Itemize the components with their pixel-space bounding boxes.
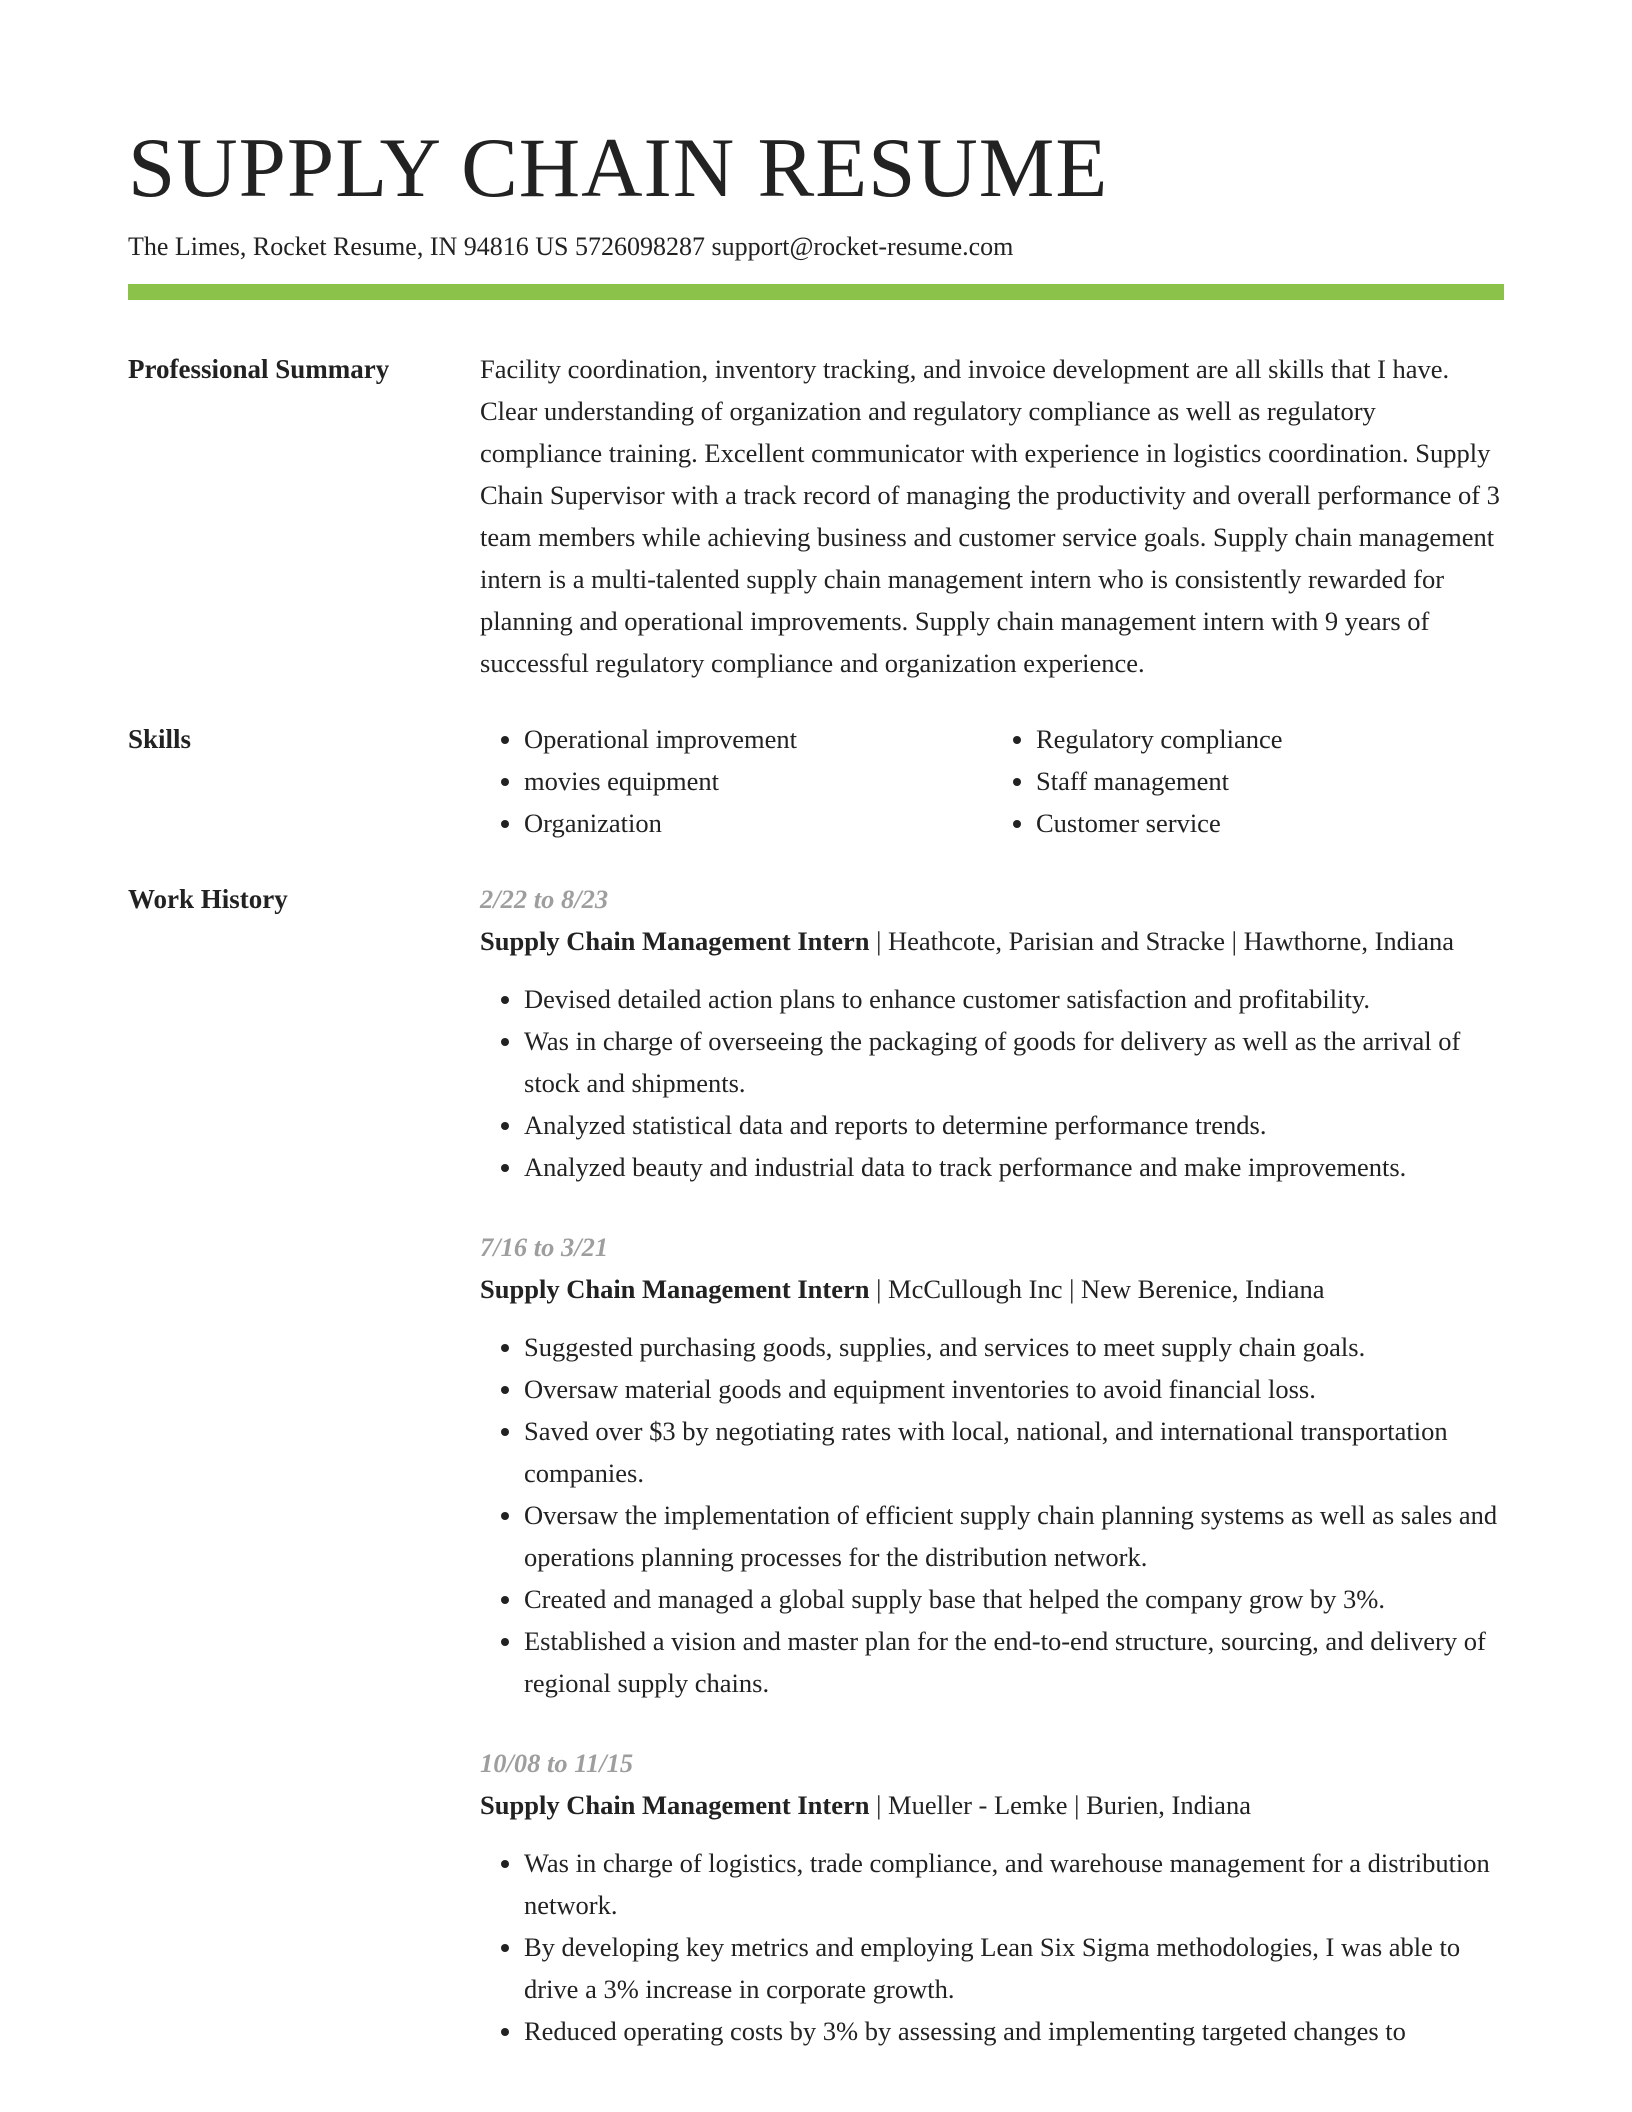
job-bullet: • Devised detailed action plans to enhance customer satisfaction and profitability.: [524, 978, 1504, 1020]
job-bullet: • Reduced operating costs by 3% by assessing and implementing targeted changes to: [524, 2010, 1504, 2052]
job-title: Supply Chain Management Intern: [480, 1790, 870, 1820]
job-details: | McCullough Inc | New Berenice, Indiana: [869, 1274, 1325, 1304]
job-entry: [480, 1742, 1504, 2052]
skill-item: • Operational improvement: [524, 718, 992, 760]
job-bullet: • Was in charge of logistics, trade compliance, and warehouse management for a distribution network.: [524, 1842, 1504, 1926]
job-bullet: • Saved over $3 by negotiating rates with local, national, and international transportation companies.: [524, 1410, 1504, 1494]
job-bullet: • Suggested purchasing goods, supplies, and services to meet supply chain goals.: [524, 1326, 1504, 1368]
header-divider: [128, 284, 1504, 300]
skill-item: • Regulatory compliance: [1036, 718, 1504, 760]
job-heading: [480, 1784, 1504, 1826]
skill-item: • Organization: [524, 802, 992, 844]
work-history-section: [128, 878, 1504, 2090]
summary-heading: Professional Summary: [128, 354, 390, 384]
job-bullet: • Analyzed statistical data and reports to determine performance trends.: [524, 1104, 1504, 1146]
summary-text: Facility coordination, inventory tracking, and invoice development are all skills that I have. Clear understanding of organization and regulatory compliance as well as regulatory compliance training. Excellent communicator with experience in logistics coordination. Supply Chain Supervisor with a track record of managing the productivity and overall performance of 3 team members while achieving business and customer service goals. Supply chain management intern is a multi-talented supply chain management intern who is consistently rewarded for planning and operational improvements. Supply chain management intern with 9 years of successful regulatory compliance and organization experience.: [480, 354, 1500, 678]
job-bullet: • Oversaw material goods and equipment inventories to avoid financial loss.: [524, 1368, 1504, 1410]
skills-list: [480, 718, 1504, 844]
job-bullet: • Was in charge of overseeing the packaging of goods for delivery as well as the arrival of stock and shipments.: [524, 1020, 1504, 1104]
skill-item: • movies equipment: [524, 760, 992, 802]
job-details: | Mueller - Lemke | Burien, Indiana: [869, 1790, 1251, 1820]
job-bullets: [480, 1842, 1504, 2052]
job-dates: 10/08 to 11/15: [480, 1748, 634, 1778]
job-bullet: • By developing key metrics and employing Lean Six Sigma methodologies, I was able to drive a 3% increase in corporate growth.: [524, 1926, 1504, 2010]
job-entry: [480, 1226, 1504, 1704]
skills-column-right: [992, 718, 1504, 844]
skills-column-left: [480, 718, 992, 844]
job-title: Supply Chain Management Intern: [480, 926, 870, 956]
job-bullet: • Created and managed a global supply base that helped the company grow by 3%.: [524, 1578, 1504, 1620]
resume-page: [128, 118, 1504, 2090]
work-history-heading: Work History: [128, 884, 288, 914]
job-bullets: [480, 1326, 1504, 1704]
job-entry: [480, 878, 1504, 1188]
summary-section: [128, 348, 1504, 684]
job-bullets: [480, 978, 1504, 1188]
job-bullet: • Analyzed beauty and industrial data to track performance and make improvements.: [524, 1146, 1504, 1188]
contact-info: The Limes, Rocket Resume, IN 94816 US 5726098287 support@rocket-resume.com: [128, 232, 1014, 261]
skill-item: • Customer service: [1036, 802, 1504, 844]
job-heading: [480, 1268, 1504, 1310]
job-title: Supply Chain Management Intern: [480, 1274, 870, 1304]
skill-item: • Staff management: [1036, 760, 1504, 802]
job-bullet: • Established a vision and master plan for the end-to-end structure, sourcing, and delivery of regional supply chains.: [524, 1620, 1504, 1704]
job-heading: [480, 920, 1504, 962]
skills-section: [128, 718, 1504, 844]
job-bullet: • Oversaw the implementation of efficient supply chain planning systems as well as sales and operations planning processes for the distribution network.: [524, 1494, 1504, 1578]
job-details: | Heathcote, Parisian and Stracke | Hawthorne, Indiana: [869, 926, 1455, 956]
skills-heading: Skills: [128, 724, 192, 754]
job-dates: 2/22 to 8/23: [480, 884, 609, 914]
resume-title: SUPPLY CHAIN RESUME: [128, 121, 1109, 215]
job-dates: 7/16 to 3/21: [480, 1232, 609, 1262]
